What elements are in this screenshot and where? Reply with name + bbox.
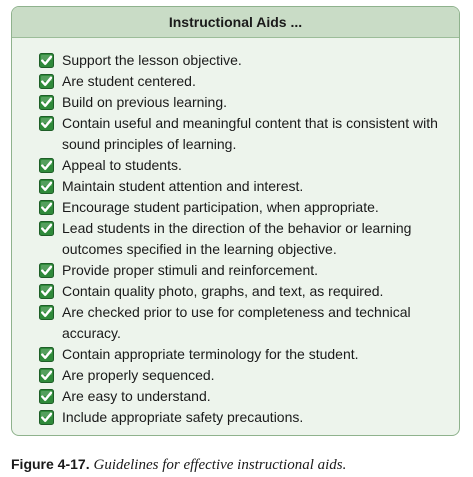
list-item (39, 302, 447, 344)
check-box-icon (39, 179, 54, 194)
list-item (39, 407, 447, 428)
list-item-text: Are student centered. (62, 73, 196, 89)
list-item (39, 155, 447, 176)
figure-caption (11, 456, 346, 474)
check-box-icon (39, 368, 54, 383)
check-box-icon (39, 200, 54, 215)
check-box-icon (39, 284, 54, 299)
list-item-text: Appeal to students. (62, 157, 182, 173)
list-item-text: Encourage student participation, when appropriate. (62, 199, 379, 215)
list-item-text: Are properly sequenced. (62, 367, 215, 383)
list-item-text: Contain appropriate terminology for the student. (62, 346, 359, 362)
list-item-text: Build on previous learning. (62, 94, 227, 110)
list-item (39, 71, 447, 92)
check-box-icon (39, 305, 54, 320)
list-item-text: Are easy to understand. (62, 388, 211, 404)
guidelines-list (12, 38, 459, 428)
check-box-icon (39, 74, 54, 89)
figure-caption-text: Guidelines for effective instructional aids. (93, 457, 347, 473)
list-item-text: Maintain student attention and interest. (62, 178, 304, 194)
check-box-icon (39, 221, 54, 236)
list-item-text: Support the lesson objective. (62, 52, 242, 68)
check-box-icon (39, 95, 54, 110)
list-item-text: Are checked prior to use for completeness and technical accuracy. (62, 304, 411, 341)
list-item (39, 218, 447, 260)
list-item-text: Provide proper stimuli and reinforcement. (62, 262, 319, 278)
list-item-text: Contain useful and meaningful content that is consistent with sound principles of learning. (62, 115, 438, 152)
list-item (39, 50, 447, 71)
check-box-icon (39, 410, 54, 425)
list-item (39, 281, 447, 302)
check-box-icon (39, 116, 54, 131)
list-item-text: Lead students in the direction of the behavior or learning outcomes specified in the learning objective. (62, 220, 412, 257)
list-item (39, 365, 447, 386)
list-item (39, 113, 447, 155)
check-box-icon (39, 389, 54, 404)
list-item (39, 386, 447, 407)
list-item-text: Include appropriate safety precautions. (62, 409, 304, 425)
list-item (39, 260, 447, 281)
list-item (39, 197, 447, 218)
list-item-text: Contain quality photo, graphs, and text, as required. (62, 283, 384, 299)
check-box-icon (39, 53, 54, 68)
list-item (39, 344, 447, 365)
check-box-icon (39, 347, 54, 362)
list-item (39, 176, 447, 197)
box-title: Instructional Aids ... (12, 7, 459, 38)
check-box-icon (39, 158, 54, 173)
guidelines-box (11, 6, 460, 436)
figure-label: Figure 4-17. (11, 456, 90, 472)
check-box-icon (39, 263, 54, 278)
list-item (39, 92, 447, 113)
